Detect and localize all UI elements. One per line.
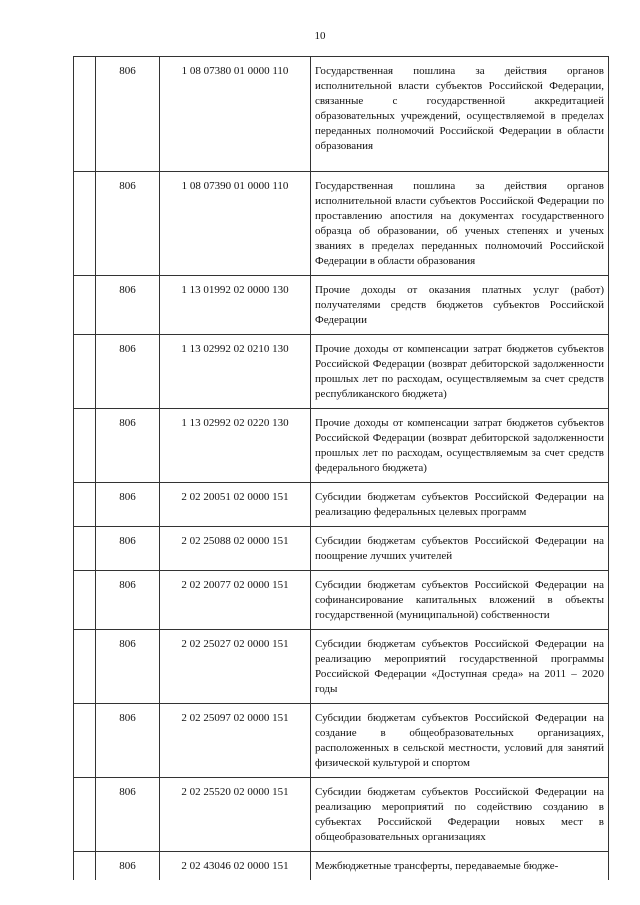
table-row (74, 778, 609, 852)
spacer-cell (74, 172, 96, 276)
description-cell: Межбюджетные трансферты, передаваемые бюдже- (311, 852, 609, 880)
spacer-cell (74, 630, 96, 704)
admin-code-cell: 806 (96, 276, 160, 335)
budget-code-cell: 2 02 25520 02 0000 151 (160, 778, 311, 852)
table-body (74, 57, 609, 880)
budget-code-cell: 1 08 07390 01 0000 110 (160, 172, 311, 276)
spacer-cell (74, 852, 96, 880)
budget-code-cell: 1 13 02992 02 0210 130 (160, 335, 311, 409)
admin-code-cell: 806 (96, 630, 160, 704)
table-row (74, 409, 609, 483)
spacer-cell (74, 276, 96, 335)
description-cell: Субсидии бюджетам субъектов Российской Федерации на реализацию мероприятий государственной программы Российской Федерации «Доступная среда» на 2011 – 2020 годы (311, 630, 609, 704)
budget-code-cell: 1 08 07380 01 0000 110 (160, 57, 311, 172)
description-cell: Субсидии бюджетам субъектов Российской Федерации на реализацию мероприятий по содействию созданию в субъектах Российской Федерации новых мест в общеобразовательных организациях (311, 778, 609, 852)
description-cell: Субсидии бюджетам субъектов Российской Федерации на софинансирование капитальных вложений в объекты государственной (муниципальной) собственности (311, 571, 609, 630)
table-row (74, 527, 609, 571)
spacer-cell (74, 57, 96, 172)
budget-code-cell: 2 02 25088 02 0000 151 (160, 527, 311, 571)
description-cell: Прочие доходы от компенсации затрат бюджетов субъектов Российской Федерации (возврат дебиторской задолженности прошлых лет по расходам, осуществляемым за счет средств федерального бюджета) (311, 409, 609, 483)
table-row (74, 571, 609, 630)
budget-code-cell: 2 02 20077 02 0000 151 (160, 571, 311, 630)
spacer-cell (74, 704, 96, 778)
admin-code-cell: 806 (96, 172, 160, 276)
description-cell: Государственная пошлина за действия органов исполнительной власти субъектов Российской Федерации, связанные с государственной аккредитацией образовательных учреждений, осуществляемой в пределах переданных полномочий Российской Федерации в области образования (311, 57, 609, 172)
spacer-cell (74, 483, 96, 527)
admin-code-cell: 806 (96, 335, 160, 409)
budget-code-cell: 2 02 25027 02 0000 151 (160, 630, 311, 704)
admin-code-cell: 806 (96, 571, 160, 630)
table-row (74, 335, 609, 409)
table-row (74, 172, 609, 276)
spacer-cell (74, 778, 96, 852)
admin-code-cell: 806 (96, 57, 160, 172)
admin-code-cell: 806 (96, 527, 160, 571)
admin-code-cell: 806 (96, 409, 160, 483)
spacer-cell (74, 571, 96, 630)
table-row (74, 852, 609, 880)
spacer-cell (74, 527, 96, 571)
table-row (74, 483, 609, 527)
budget-code-cell: 2 02 25097 02 0000 151 (160, 704, 311, 778)
page-number: 10 (314, 30, 326, 42)
description-cell: Субсидии бюджетам субъектов Российской Федерации на поощрение лучших учителей (311, 527, 609, 571)
revenue-codes-table (73, 56, 609, 880)
table-row (74, 704, 609, 778)
description-cell: Субсидии бюджетам субъектов Российской Федерации на создание в общеобразовательных организациях, расположенных в сельской местности, условий для занятий физической культурой и спортом (311, 704, 609, 778)
budget-code-cell: 2 02 20051 02 0000 151 (160, 483, 311, 527)
table-row (74, 630, 609, 704)
spacer-cell (74, 335, 96, 409)
description-cell: Субсидии бюджетам субъектов Российской Федерации на реализацию федеральных целевых программ (311, 483, 609, 527)
description-cell: Государственная пошлина за действия органов исполнительной власти субъектов Российской Федерации по проставлению апостиля на документах государственного образца об образовании, об ученых степенях и ученых званиях в пределах переданных полномочий Российской Федерации в области образования (311, 172, 609, 276)
budget-code-cell: 1 13 02992 02 0220 130 (160, 409, 311, 483)
description-cell: Прочие доходы от оказания платных услуг (работ) получателями средств бюджетов субъектов Российской Федерации (311, 276, 609, 335)
table-row (74, 57, 609, 172)
description-cell: Прочие доходы от компенсации затрат бюджетов субъектов Российской Федерации (возврат дебиторской задолженности прошлых лет по расходам, осуществляемым за счет средств республиканского бюджета) (311, 335, 609, 409)
admin-code-cell: 806 (96, 778, 160, 852)
admin-code-cell: 806 (96, 852, 160, 880)
admin-code-cell: 806 (96, 704, 160, 778)
admin-code-cell: 806 (96, 483, 160, 527)
table-row (74, 276, 609, 335)
spacer-cell (74, 409, 96, 483)
budget-code-cell: 2 02 43046 02 0000 151 (160, 852, 311, 880)
budget-code-cell: 1 13 01992 02 0000 130 (160, 276, 311, 335)
